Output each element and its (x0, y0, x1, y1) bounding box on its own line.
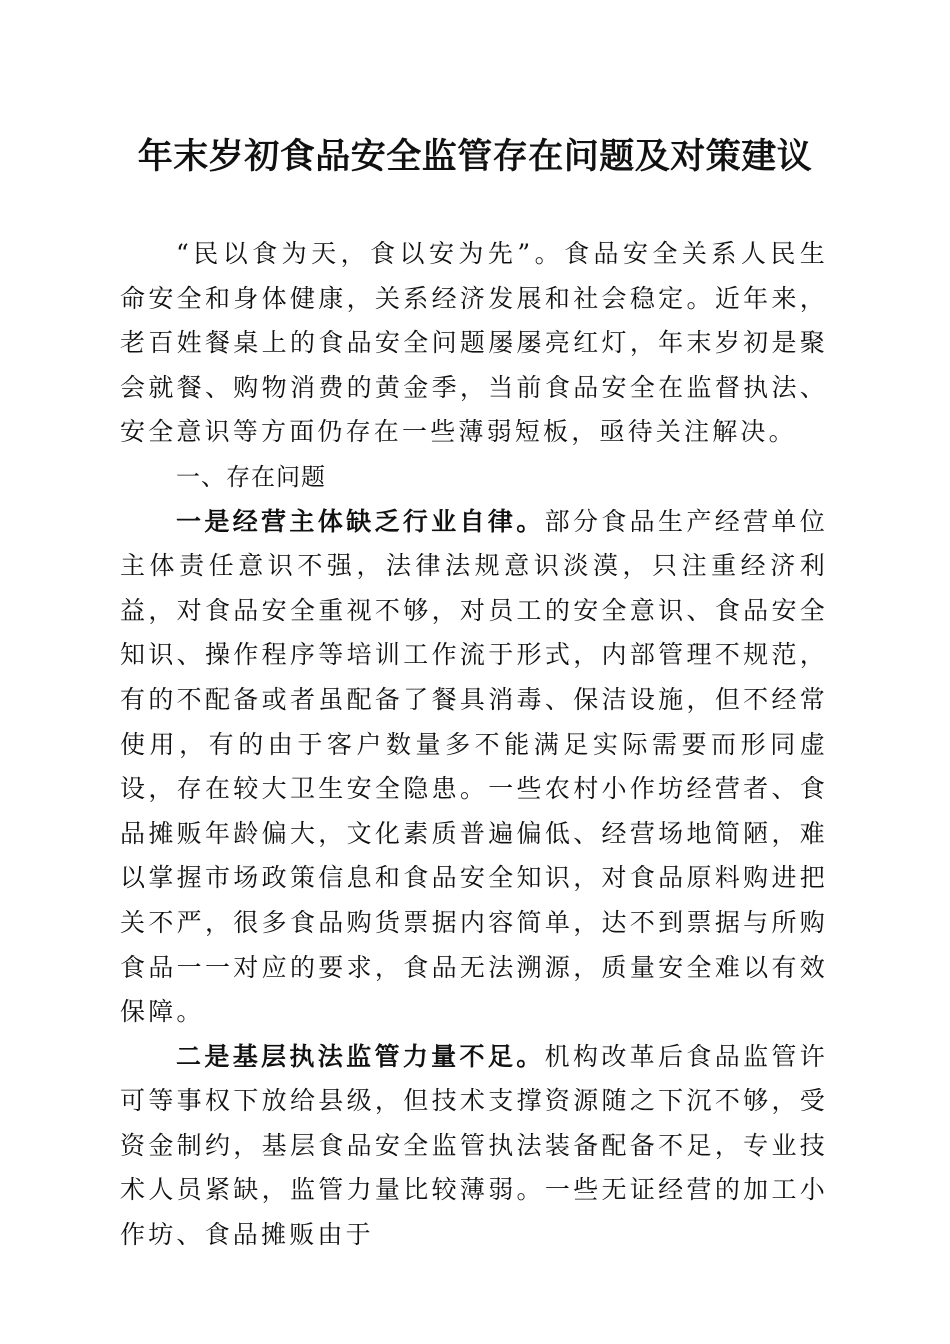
point-one-lead: 一是经营主体缺乏行业自律。 (176, 506, 545, 536)
section-heading-problems: 一、存在问题 (176, 462, 326, 491)
point-one-text: 部分食品生产经营单位主体责任意识不强，法律法规意识淡漠，只注重经济利益，对食品安全重视不够，对员工的安全意识、食品安全知识、操作程序等培训工作流于形式，内部管理不规范，有的不配备或者虽配备了餐具消毒、保洁设施，但不经常使用，有的由于客户数量多不能满足实际需要而形同虚设，存在较大卫生安全隐患。一些农村小作坊经营者、食品摊贩年龄偏大，文化素质普遍偏低、经营场地简陋，难以掌握市场政策信息和食品安全知识，对食品原料购进把关不严，很多食品购货票据内容简单，达不到票据与所购食品一一对应的要求，食品无法溯源，质量安全难以有效保障。 (120, 506, 828, 1027)
point-two-lead: 二是基层执法监管力量不足。 (176, 1041, 545, 1071)
document-body (120, 232, 828, 1258)
point-one-paragraph (120, 500, 828, 1035)
point-two-paragraph (120, 1035, 828, 1258)
intro-paragraph: “民以食为天，食以安为先”。食品安全关系人民生命安全和身体健康，关系经济发展和社会稳定。近年来，老百姓餐桌上的食品安全问题屡屡亮红灯，年末岁初是聚会就餐、购物消费的黄金季，当前食品安全在监督执法、安全意识等方面仍存在一些薄弱短板，亟待关注解决。 (120, 239, 828, 447)
document-title: 年末岁初食品安全监管存在问题及对策建议 (137, 136, 813, 177)
point-two-text: 机构改革后食品监管许可等事权下放给县级，但技术支撑资源随之下沉不够，受资金制约，基层食品安全监管执法装备配备不足，专业技术人员紧缺，监管力量比较薄弱。一些无证经营的加工小作坊、食品摊贩由于 (120, 1041, 828, 1250)
